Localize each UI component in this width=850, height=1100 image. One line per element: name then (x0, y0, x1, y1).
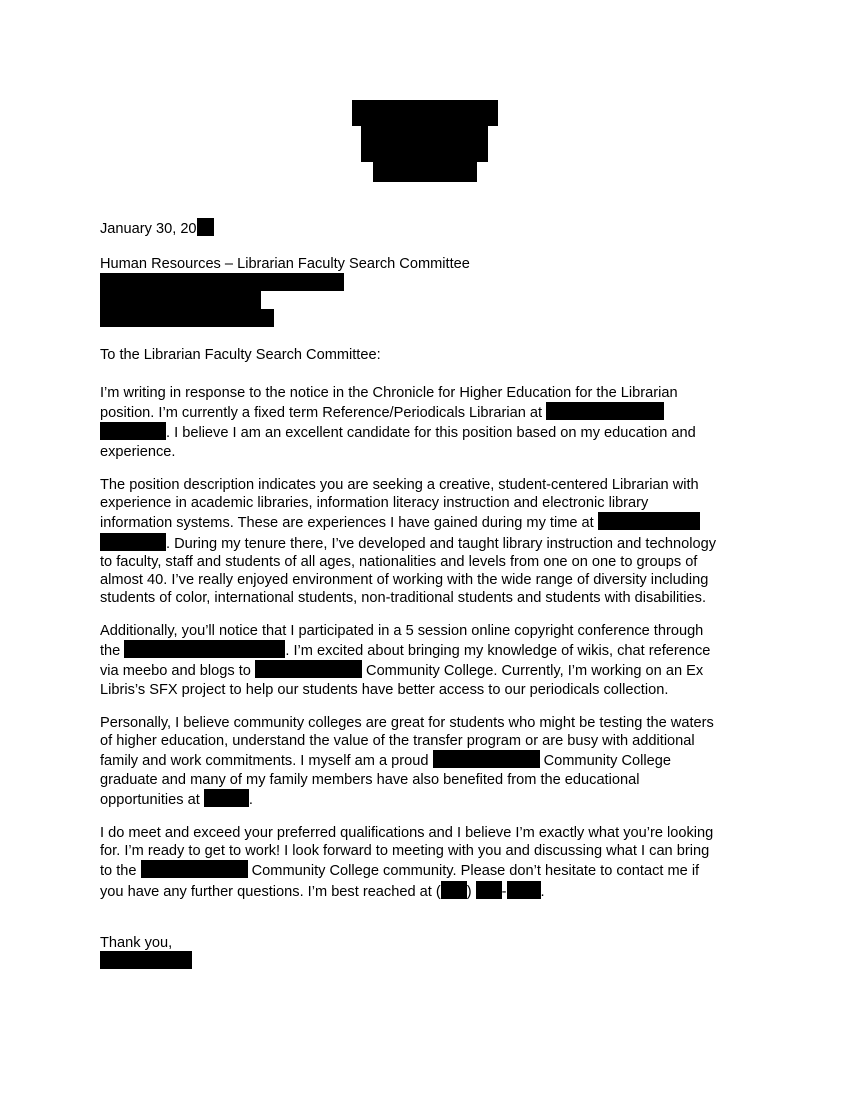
paragraph-3-line-4: Libris’s SFX project to help our students have better access to our periodicals collection. (100, 681, 669, 698)
paragraph-5-line-3: to the Community College community. Please don’t hesitate to contact me if (100, 860, 750, 880)
paragraph-1 (100, 384, 750, 461)
redacted-letterhead-line-3 (373, 162, 477, 182)
paragraph-2-line-3: information systems. These are experiences I have gained during my time at (100, 512, 750, 532)
paragraph-3-line-3: via meebo and blogs to Community College. Currently, I’m working on an Ex (100, 660, 750, 680)
paragraph-3 (100, 622, 750, 699)
redacted-address-line-1 (100, 273, 344, 291)
redacted-signature (100, 951, 192, 969)
paragraph-3-line-1: Additionally, you’ll notice that I participated in a 5 session online copyright conference through (100, 623, 704, 639)
redacted-phone-prefix (476, 881, 502, 899)
paragraph-5-line-1: I do meet and exceed your preferred qualifications and I believe I’m exactly what you’re looking (100, 825, 714, 841)
paragraph-2-line-7: students of color, international students, non-traditional students and students with disabilities. (100, 590, 707, 607)
paragraph-3-line-2: the . I’m excited about bringing my knowledge of wikis, chat reference (100, 640, 750, 660)
redacted-conference-host (124, 640, 285, 658)
redacted-address-line-2 (100, 291, 261, 309)
paragraph-1-line-1: I’m writing in response to the notice in the Chronicle for Higher Education for the Librarian (100, 385, 678, 401)
paragraph-4 (100, 714, 750, 809)
paragraph-1-line-2: position. I’m currently a fixed term Reference/Periodicals Librarian at (100, 402, 750, 422)
paragraph-2-line-2: experience in academic libraries, information literacy instruction and electronic library (100, 495, 649, 512)
letter-date (100, 218, 214, 238)
paragraph-4-line-2: of higher education, understand the value of the transfer program or are busy with additional (100, 733, 695, 750)
closing: Thank you, (100, 935, 173, 951)
paragraph-1-line-4: experience. (100, 443, 176, 460)
redacted-institution-cont (100, 422, 166, 440)
redacted-college-name (433, 750, 540, 768)
paragraph-4-line-5: opportunities at . (100, 789, 750, 809)
redacted-phone-line (507, 881, 541, 899)
redacted-area-code (441, 881, 467, 899)
recipient-line: Human Resources – Librarian Faculty Search Committee (100, 256, 470, 272)
redacted-institution-cont (100, 533, 166, 551)
paragraph-4-line-3: family and work commitments. I myself am a proud Community College (100, 750, 750, 770)
paragraph-5-line-2: for. I’m ready to get to work! I look forward to meeting with you and discussing what I can bring (100, 843, 710, 860)
paragraph-2-line-5: to faculty, staff and students of all ages, nationalities and levels from one on one to groups of (100, 553, 698, 570)
paragraph-2-line-4: . During my tenure there, I’ve developed and taught library instruction and technology (100, 533, 750, 553)
date-text: January 30, 20 (100, 221, 197, 237)
paragraph-5 (100, 824, 750, 901)
redacted-institution (598, 512, 700, 530)
paragraph-4-line-1: Personally, I believe community colleges are great for students who might be testing the waters (100, 715, 714, 731)
redacted-college-name (255, 660, 362, 678)
salutation: To the Librarian Faculty Search Committee: (100, 347, 381, 363)
redacted-college-name (141, 860, 248, 878)
redacted-letterhead-line-1 (352, 100, 498, 126)
redacted-college-abbrev (204, 789, 249, 807)
redacted-institution (546, 402, 664, 420)
paragraph-2-line-6: almost 40. I’ve really enjoyed environment of working with the wide range of diversity including (100, 572, 709, 589)
paragraph-1-line-3: . I believe I am an excellent candidate for this position based on my education and (100, 422, 750, 442)
redacted-letterhead-line-2 (361, 126, 488, 162)
redacted-address-line-3 (100, 309, 274, 327)
paragraph-4-line-4: graduate and many of my family members have also benefited from the educational (100, 771, 640, 788)
paragraph-2 (100, 476, 750, 607)
redacted-year (197, 218, 214, 236)
paragraph-2-line-1: The position description indicates you are seeking a creative, student-centered Librarian with (100, 477, 699, 493)
paragraph-5-line-4: you have any further questions. I’m best reached at ( ) - . (100, 881, 750, 901)
